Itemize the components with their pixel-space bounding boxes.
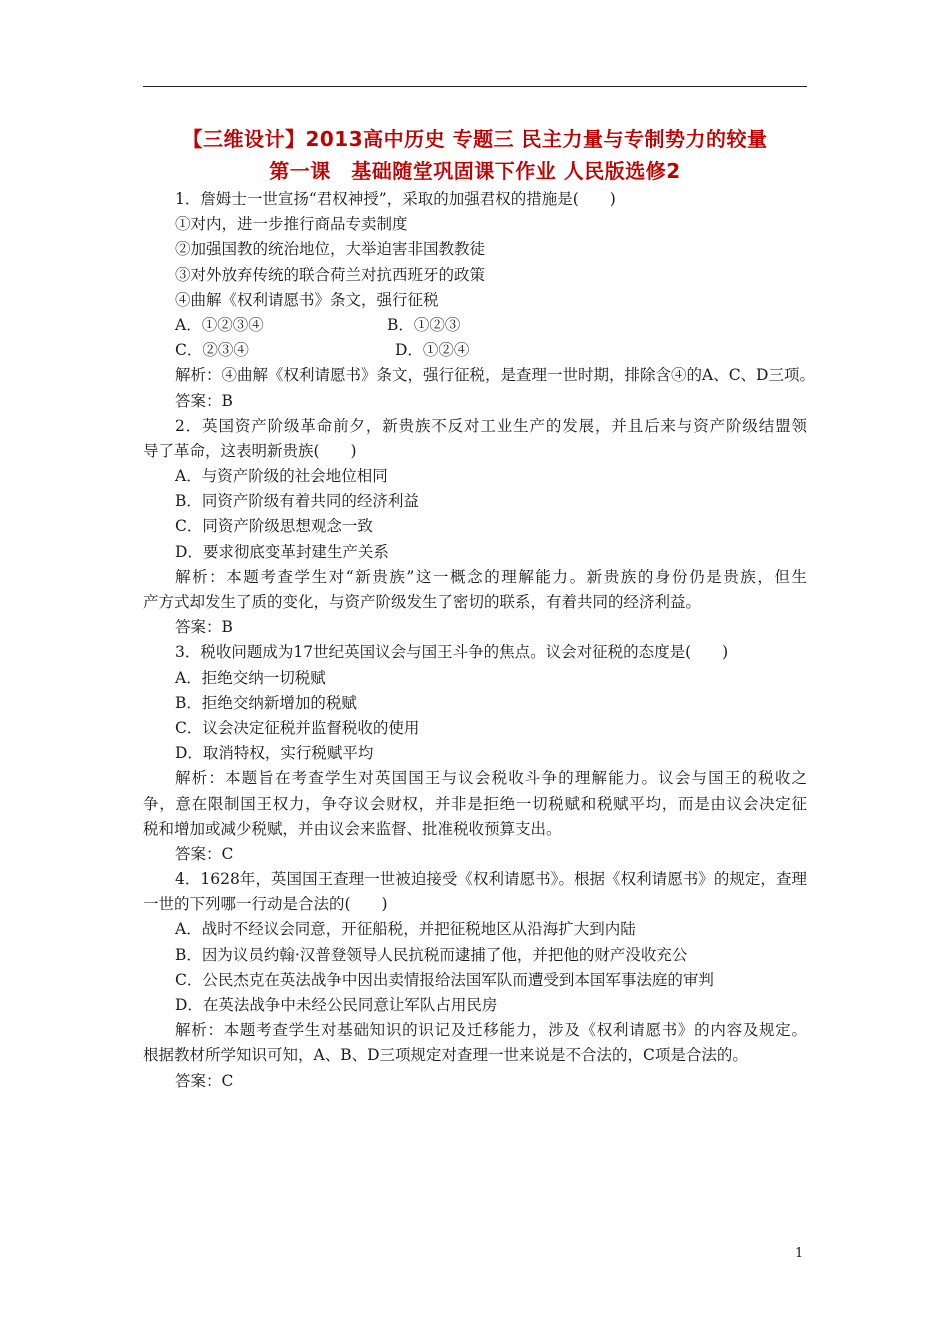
q3-answer: 答案：C [175,844,234,863]
q1-options-row-2 [143,338,807,363]
q2-option-d: D．要求彻底变革封建生产关系 [175,542,389,561]
q2-option-c: C．同资产阶级思想观念一致 [175,517,373,536]
q3-option-c: C．议会决定征税并监督税收的使用 [175,718,420,737]
q1-item: ④曲解《权利请愿书》条文，强行征税 [175,290,439,309]
q4-option-a: A．战时不经议会同意，开征船税，并把征税地区从沿海扩大到内陆 [175,920,636,939]
q1-option-b: B．①②③ [387,315,461,334]
q4-answer: 答案：C [175,1071,234,1090]
q3-analysis-line-1: 解析：本题旨在考查学生对英国国王与议会税收斗争的理解能力。议会与国王的税收之 [175,769,807,788]
q3-option-a: A．拒绝交纳一切税赋 [175,668,326,687]
q4-stem-line-1: 4．1628年，英国国王查理一世被迫接受《权利请愿书》。根据《权利请愿书》的规定，查理 [175,870,807,889]
q4-stem-line-2: 一世的下列哪一行动是合法的( ) [143,895,388,914]
q3-analysis-line-2: 争，意在限制国王权力，争夺议会财权，并非是拒绝一切税赋和税赋平均，而是由议会决定征 [143,794,807,813]
q3-analysis-line-3: 税和增加或减少税赋，并由议会来监督、批准税收预算支出。 [143,819,562,838]
q4-option-b: B．因为议员约翰·汉普登领导人民抗税而逮捕了他，并把他的财产没收充公 [175,945,688,964]
q3-stem: 3．税收问题成为17世纪英国议会与国王斗争的焦点。议会对征税的态度是( ) [175,643,729,662]
q2-analysis-line-2: 产方式却发生了质的变化，与资产阶级发生了密切的联系，有着共同的经济利益。 [143,593,702,611]
q1-stem: 1．詹姆士一世宣扬“君权神授”，采取的加强君权的措施是( ) [175,190,616,208]
q1-analysis: 解析：④曲解《权利请愿书》条文，强行征税，是查理一世时期，排除含④的A、C、D三项。 [175,366,815,385]
q1-option-c: C．②③④ [175,341,249,360]
q1-option-a: A．①②③④ [175,315,264,334]
q3-option-d: D．取消特权，实行税赋平均 [175,744,374,763]
q1-option-d: D．①②④ [395,341,470,360]
q2-stem-line-2: 导了革命，这表明新贵族( ) [143,441,357,460]
document-title-line-2: 第一课 基础随堂巩固课下作业 人民版选修2 [269,159,681,183]
q2-option-a: A．与资产阶级的社会地位相同 [175,467,388,486]
q4-option-c: C．公民杰克在英法战争中因出卖情报给法国军队而遭受到本国军事法庭的审判 [175,970,714,989]
q2-answer: 答案：B [175,618,233,637]
q2-analysis-line-1: 解析：本题考查学生对“新贵族”这一概念的理解能力。新贵族的身份仍是贵族，但生 [175,567,807,586]
q1-answer: 答案：B [175,391,233,410]
page-number: 1 [795,1246,804,1261]
q3-option-b: B．拒绝交纳新增加的税赋 [175,693,357,712]
q1-options-row-1 [143,313,807,338]
document-body [143,187,815,1094]
q1-item: ②加强国教的统治地位，大举迫害非国教教徒 [175,240,486,259]
q2-stem-line-1: 2．英国资产阶级革命前夕，新贵族不反对工业生产的发展，并且后来与资产阶级结盟领 [175,416,807,435]
q1-item: ①对内，进一步推行商品专卖制度 [175,215,408,234]
q4-analysis-line-1: 解析：本题考查学生对基础知识的识记及迁移能力，涉及《权利请愿书》的内容及规定。 [175,1021,807,1040]
document-title-line-1: 【三维设计】2013高中历史 专题三 民主力量与专制势力的较量 [182,127,768,151]
q4-option-d: D．在英法战争中未经公民同意让军队占用民房 [175,996,498,1014]
q4-analysis-line-2: 根据教材所学知识可知，A、B、D三项规定对查理一世来说是不合法的，C项是合法的。 [143,1046,748,1065]
q1-item: ③对外放弃传统的联合荷兰对抗西班牙的政策 [175,265,486,284]
header-rule [143,86,807,87]
q2-option-b: B．同资产阶级有着共同的经济利益 [175,492,419,511]
